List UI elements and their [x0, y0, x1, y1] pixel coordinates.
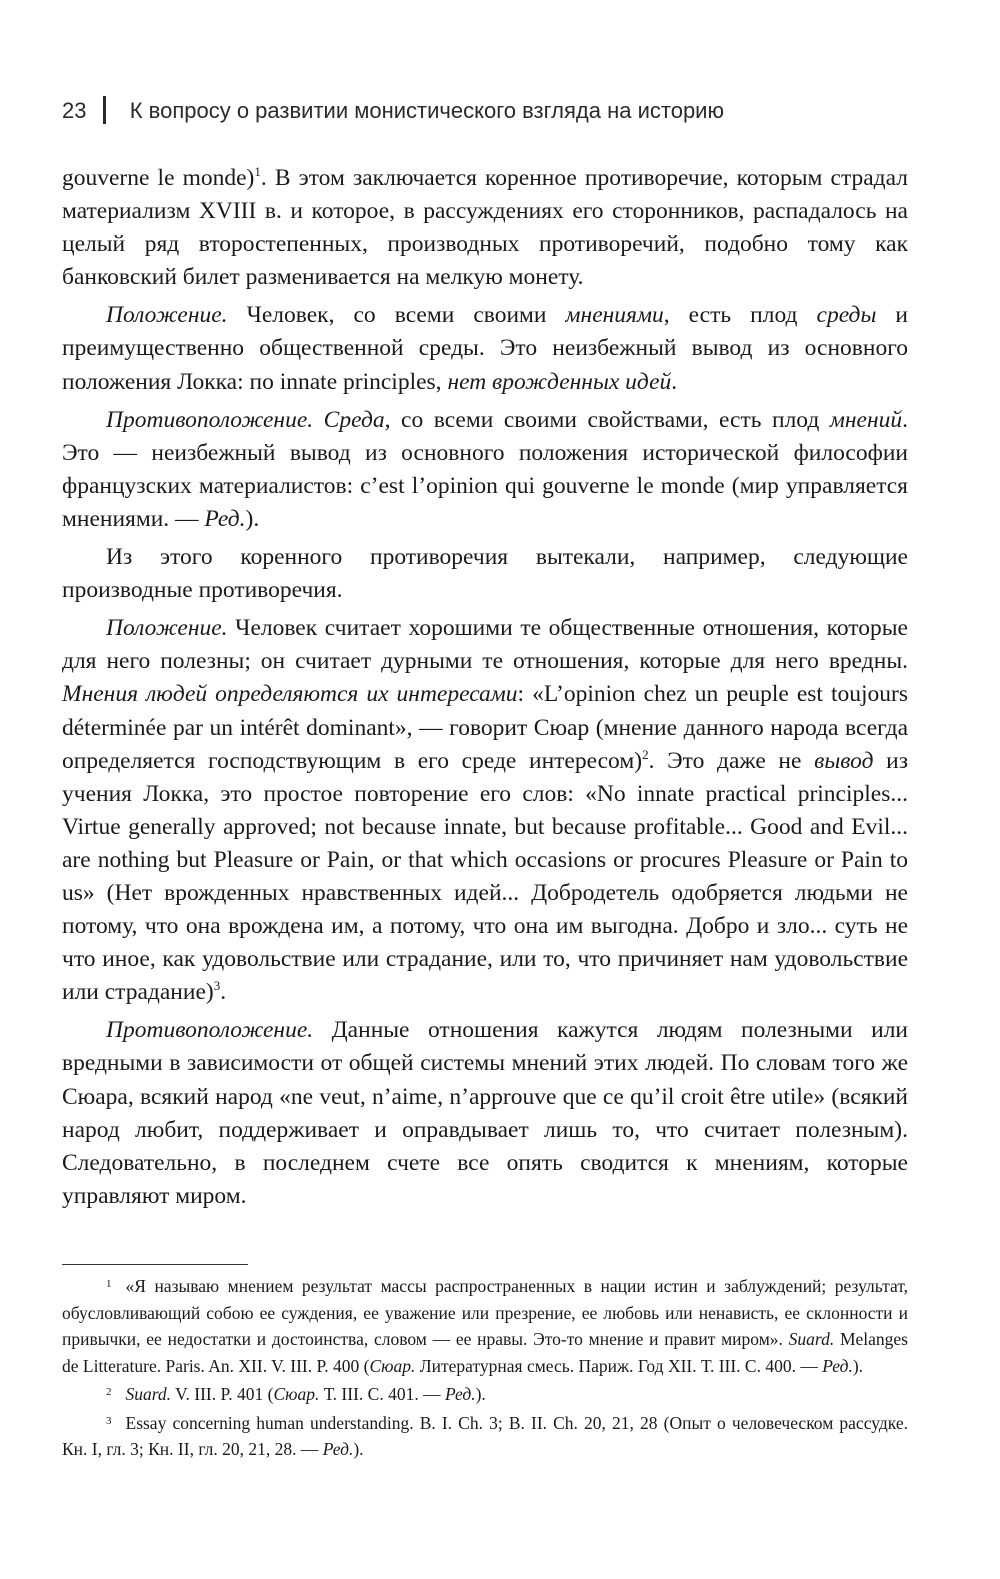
text-span: ).	[245, 505, 260, 532]
text-span: .	[671, 368, 678, 395]
italic-span: нет врожденных идей	[447, 368, 672, 395]
text-span: , есть плод	[663, 302, 817, 329]
text-span: Т. III. С. 401. —	[319, 1384, 445, 1404]
text-span: Литературная смесь. Париж. Год XII. Т. III. С. 400. —	[415, 1355, 823, 1376]
paragraph-1	[62, 162, 908, 294]
footnote-ref-2[interactable]: 2	[642, 746, 649, 762]
paragraph-3	[62, 404, 908, 536]
italic-span: Ред.	[322, 1439, 354, 1459]
footnote-ref-3[interactable]: 3	[213, 978, 221, 994]
text-span: ).	[353, 1439, 364, 1459]
footnote-3	[62, 1408, 908, 1463]
text-span: и преимущественно общественной среды. Это неизбежный вывод из основного положения Локка: по innate principles,	[62, 302, 909, 395]
italic-span: Мнения людей определяются их интересами	[62, 681, 518, 708]
italic-span: Положение.	[106, 302, 228, 329]
text-span: .	[220, 979, 227, 1006]
text-span: Из этого коренного противоречия вытекали, например, следующие производные противоречия.	[62, 544, 908, 604]
text-span: . Это — неизбежный вывод из основного положения исторической философии французских материалистов: c’est l’opinion qui gouverne le monde (мир управляется мнениями. —	[62, 406, 908, 532]
italic-span: Противоположение. Среда	[106, 406, 385, 433]
text-span: . В этом заключается коренное противоречие, которым страдал материализм XVIII в. и которое, в рассуждениях его сторонников, распадалось на целый ряд второстепенных, производных противоречий, подобно тому как банковский билет разменивается на мелкую монету.	[62, 165, 908, 291]
italic-span: Положение.	[106, 615, 228, 642]
italic-span: вывод	[814, 747, 874, 774]
footnote-2	[62, 1379, 908, 1408]
page-number: 23	[62, 98, 87, 123]
italic-span: Сюар.	[369, 1355, 416, 1376]
italic-span: Suard.	[788, 1329, 835, 1349]
italic-span: мнений	[829, 406, 903, 433]
main-text	[62, 162, 908, 1218]
text-span: Человек, со всеми своими	[227, 302, 566, 329]
paragraph-5	[62, 612, 908, 1009]
text-span: Человек считает хорошими те общественные отношения, которые для него полезны; он считает дурными те отношения, которые для него вредны.	[62, 615, 908, 675]
text-span: ).	[852, 1355, 864, 1376]
text-span: ).	[475, 1384, 486, 1404]
running-header	[62, 96, 942, 124]
italic-span: Сюар.	[273, 1384, 320, 1404]
paragraph-2	[62, 299, 908, 398]
footnote-mark: 1	[106, 1278, 112, 1290]
italic-span: Ред.	[822, 1355, 853, 1376]
footnote-ref-1[interactable]: 1	[254, 164, 261, 180]
text-span: Essay concerning human understanding. B. I. Ch. 3; B. II. Ch. 20, 21, 28 (Опыт о человеческом рассудке. Кн. I, гл. 3; Кн. II, гл. 20, 21, 28. —	[62, 1412, 908, 1459]
text-span: . Это даже не	[648, 747, 815, 774]
text-span: : «L’opinion chez un peuple est toujours déterminée par un intérêt dominant», — говорит Сюар (мнение данного народа всегда определяется господствующим в его среде интересом)	[62, 681, 908, 774]
italic-span: мнениями	[565, 302, 664, 329]
italic-span: Ред.	[444, 1384, 476, 1404]
text-span: gouverne le monde)	[62, 165, 255, 191]
italic-span: среды	[816, 302, 877, 329]
footnote-separator	[62, 1264, 248, 1265]
italic-span: Ред.	[204, 505, 246, 532]
text-span: Данные отношения кажутся людям полезными или вредными в зависимости от общей системы мнений этих людей. По словам того же Сюара, всякий народ «ne veut, n’aime, n’approuve que ce qu’il croit être utile» (всякий народ любит, поддерживает и оправдывает лишь то, что считает полезным). Следовательно, в последнем счете все опять сводится к мнениям, которые управляют миром.	[62, 1017, 908, 1209]
paragraph-6	[62, 1014, 908, 1213]
italic-span: Suard.	[125, 1384, 172, 1404]
text-span: V. III. P. 401 (	[171, 1384, 274, 1404]
footnotes	[62, 1271, 908, 1463]
text-span: из учения Локка, это простое повторение его слов: «No innate practical principles... Virtue generally approved; not because innate, but because profitable... Good and Evil... are nothing but Pleasure or Pain, or that which occasions or procures Pleasure or Pain to us» (Нет врожденных нравственных идей... Добродетель одобряется людьми не потому, что она врождена им, а потому, что она им выгодна. Добро и зло... суть не что иное, как удовольствие или страдание, или то, что причиняет нам удовольствие или страдание)	[62, 747, 909, 1006]
footnote-mark: 3	[106, 1414, 112, 1427]
text-span: Melanges de Litterature. Paris. An. XII. V. III. P. 400 (	[62, 1329, 908, 1376]
footnote-1	[62, 1271, 908, 1379]
header-divider	[103, 96, 106, 124]
footnote-mark: 2	[106, 1386, 112, 1398]
text-span: , со всеми своими свойствами, есть плод	[384, 406, 830, 433]
text-span: «Я называю мнением результат массы распространенных в нации истин и заблуждений; результат, обусловливающий собою ее суждения, ее уважение или презрение, ее любовь или ненависть, ее склонности и привычки, ее недостатки и достоинства, словом — ее нравы. Это-то мнение и правит миром».	[62, 1276, 908, 1349]
italic-span: Противоположение.	[106, 1017, 314, 1044]
paragraph-4	[62, 541, 908, 607]
running-title: К вопросу о развитии монистического взгляда на историю	[129, 98, 724, 123]
